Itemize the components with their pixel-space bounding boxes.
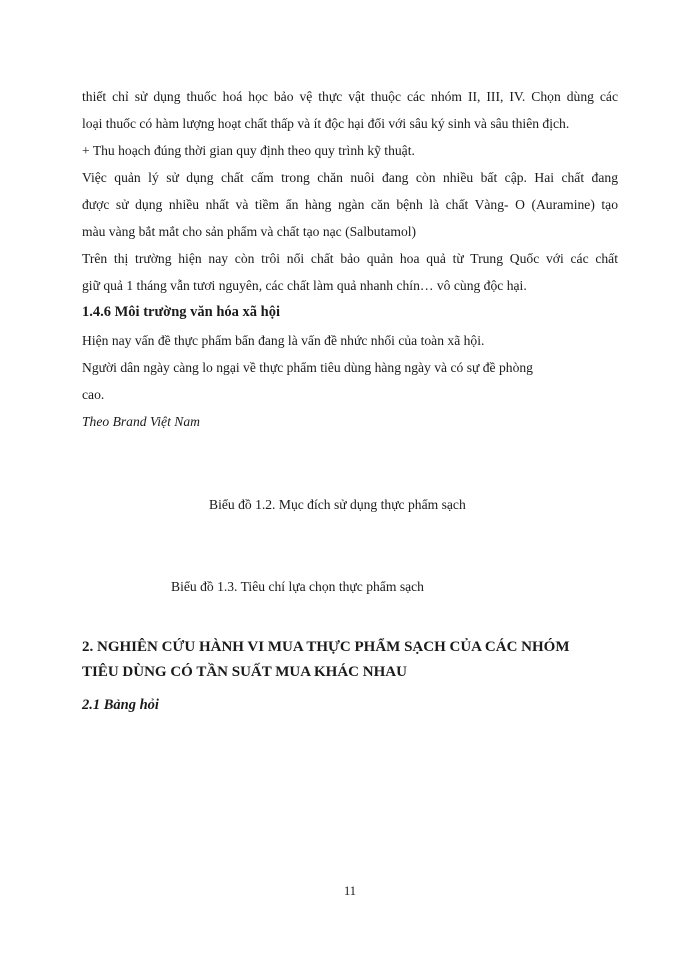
source-citation: Theo Brand Việt Nam (82, 414, 200, 429)
body-text-line: màu vàng bắt mắt cho sản phẩm và chất tạo nạc (Salbutamol) (82, 224, 417, 239)
body-text-line: Người dân ngày càng lo ngại về thực phẩm tiêu dùng hàng ngày và có sự đề phòng (82, 360, 533, 375)
chart-caption-1-2: Biểu đồ 1.2. Mục đích sử dụng thực phẩm sạch (209, 497, 466, 512)
section-heading-2-line2: TIÊU DÙNG CÓ TẦN SUẤT MUA KHÁC NHAU (82, 664, 407, 680)
body-text-line: cao. (82, 387, 105, 402)
body-text-line: giữ quả 1 tháng vẫn tươi nguyên, các chất làm quả nhanh chín… vô cùng độc hại. (82, 278, 527, 293)
body-text-line: thiết chỉ sử dụng thuốc hoá học bảo vệ thực vật thuộc các nhóm II, III, IV. Chọn dùng các (82, 89, 618, 104)
body-text-line: loại thuốc có hàm lượng hoạt chất thấp và ít độc hại đối với sâu ký sinh và sâu thiên địch. (82, 116, 570, 131)
chart-caption-1-3: Biểu đồ 1.3. Tiêu chí lựa chọn thực phẩm sạch (171, 579, 424, 594)
page-number: 11 (343, 884, 357, 898)
body-text-line: Hiện nay vấn đề thực phẩm bẩn đang là vấn đề nhức nhối của toàn xã hội. (82, 333, 485, 348)
body-text-line: Trên thị trường hiện nay còn trôi nổi chất bảo quản hoa quả từ Trung Quốc với các chất (82, 251, 618, 266)
section-heading-2-1: 2.1 Bảng hỏi (82, 697, 159, 713)
body-text-line: + Thu hoạch đúng thời gian quy định theo quy trình kỹ thuật. (82, 143, 415, 158)
section-heading-2-line1: 2. NGHIÊN CỨU HÀNH VI MUA THỰC PHẨM SẠCH CỦA CÁC NHÓM (82, 639, 570, 655)
body-text-line: Việc quản lý sử dụng chất cấm trong chăn nuôi đang còn nhiều bất cập. Hai chất đang (82, 170, 618, 185)
body-text-line: được sử dụng nhiều nhất và tiềm ẩn hàng ngàn căn bệnh là chất Vàng- O (Auramine) tạo (82, 197, 618, 212)
section-heading-1-4-6: 1.4.6 Môi trường văn hóa xã hội (82, 304, 280, 320)
